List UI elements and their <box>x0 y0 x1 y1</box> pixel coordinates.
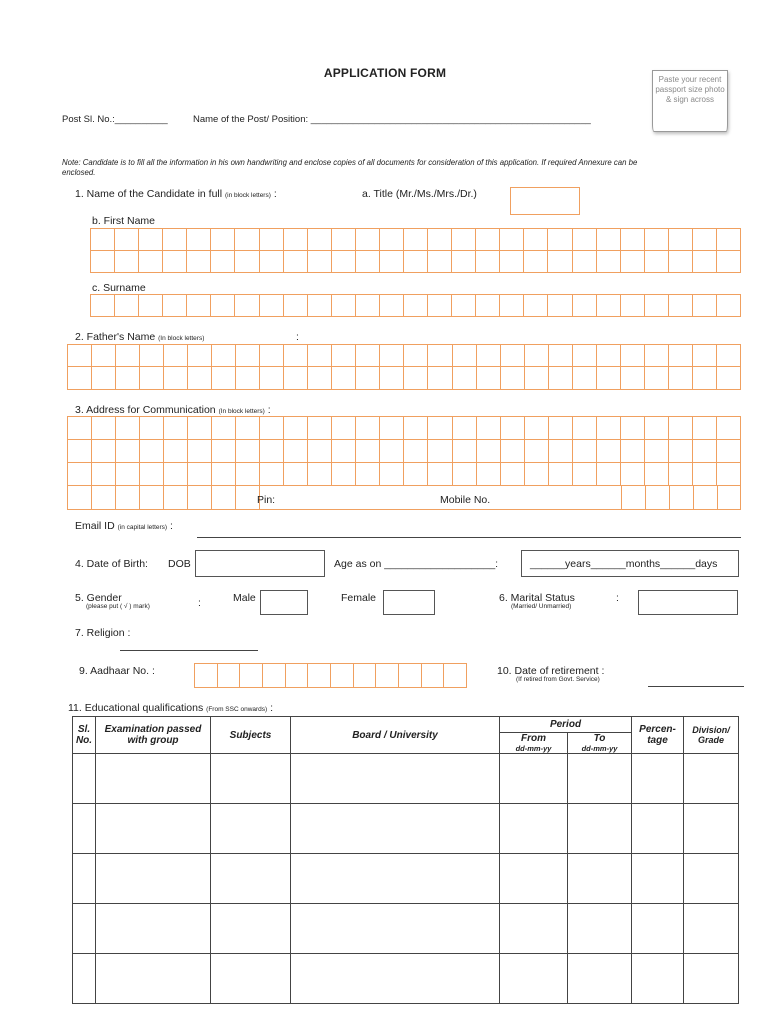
first-name-label: b. First Name <box>92 215 156 227</box>
title-input[interactable] <box>510 187 580 215</box>
form-title: APPLICATION FORM <box>323 66 447 80</box>
addr-div <box>139 485 140 510</box>
email-label <box>75 520 173 532</box>
q2-label <box>75 331 204 343</box>
addr-div <box>669 485 670 510</box>
gender-label: 5. Gender <box>75 592 122 604</box>
col-to-label: To <box>593 733 606 744</box>
q11-label-text: 11. Educational qualifications <box>68 702 204 714</box>
father-name-row-1[interactable] <box>67 344 741 367</box>
first-name-row-2[interactable] <box>90 250 741 273</box>
addr-div <box>163 485 164 510</box>
age-input[interactable] <box>521 550 739 577</box>
addr-div <box>621 485 622 510</box>
post-name-label: Name of the Post/ Position: _____________________________________________________ <box>193 114 591 125</box>
title-label: a. Title (Mr./Ms./Mrs./Dr.) <box>362 188 477 200</box>
education-table <box>72 716 739 1004</box>
marital-colon: : <box>616 592 619 604</box>
q2-label-text: 2. Father's Name <box>75 331 156 343</box>
table-row[interactable] <box>73 804 739 854</box>
photo-note: Paste your recent passport size photo & sign across <box>655 75 725 104</box>
religion-input-line[interactable] <box>120 650 258 651</box>
post-no-label: Post Sl. No.:__________ <box>62 114 168 125</box>
col-sl-no: Sl. No. <box>73 717 96 754</box>
pin-label: Pin: <box>257 494 276 506</box>
marital-hint: (Married/ Unmarried) <box>511 603 572 610</box>
address-grid[interactable] <box>67 416 741 510</box>
addr-div <box>235 485 236 510</box>
female-checkbox[interactable] <box>383 590 435 615</box>
email-input-line[interactable] <box>197 537 741 538</box>
religion-label: 7. Religion : <box>75 627 131 639</box>
age-ymd: ______years______months______days <box>530 558 718 570</box>
addr-div <box>211 485 212 510</box>
female-label: Female <box>341 592 377 604</box>
q2-colon: : <box>296 331 299 343</box>
retirement-hint: (If retired from Govt. Service) <box>516 676 600 683</box>
col-to <box>568 733 632 754</box>
addr-div <box>187 485 188 510</box>
q1-hint: (in block letters) <box>225 192 271 199</box>
q1-label-text: 1. Name of the Candidate in full <box>75 188 223 200</box>
marital-input[interactable] <box>638 590 738 615</box>
col-from <box>500 733 568 754</box>
mobile-label: Mobile No. <box>440 494 491 506</box>
q3-colon: : <box>267 404 271 416</box>
first-name-grid[interactable] <box>90 228 741 273</box>
aadhaar-grid[interactable] <box>194 663 467 688</box>
email-label-text: Email ID <box>75 520 115 532</box>
address-row-4[interactable] <box>67 485 741 510</box>
retirement-label: 10. Date of retirement : <box>497 665 605 677</box>
dob-label: 4. Date of Birth: <box>75 558 148 570</box>
col-examination: Examination passed with group <box>96 717 211 754</box>
surname-label: c. Surname <box>92 282 146 294</box>
addr-div <box>91 485 92 510</box>
col-to-format: dd-mm-yy <box>581 744 618 753</box>
photo-box[interactable] <box>652 70 728 132</box>
dob-short-label: DOB <box>168 558 191 570</box>
addr-div <box>717 485 718 510</box>
q11-colon: : <box>270 702 274 714</box>
gender-colon: : <box>198 597 201 609</box>
addr-div <box>693 485 694 510</box>
addr-div <box>645 485 646 510</box>
q1-label <box>75 188 277 200</box>
email-hint: (in capital letters) <box>117 524 168 531</box>
address-row-2[interactable] <box>67 439 741 463</box>
address-row-3[interactable] <box>67 462 741 486</box>
table-row[interactable] <box>73 854 739 904</box>
table-row[interactable] <box>73 904 739 954</box>
col-board: Board / University <box>291 717 500 754</box>
marital-label: 6. Marital Status <box>499 592 575 604</box>
q3-label <box>75 404 271 416</box>
instruction-note: Note: Candidate is to fill all the information in his own handwriting and enclose copies of all documents for consideration of this application. If required Annexure can be enclosed. <box>62 158 638 177</box>
retirement-input-line[interactable] <box>648 686 744 687</box>
age-label: Age as on ___________________: <box>334 558 499 570</box>
aadhaar-label: 9. Aadhaar No. : <box>79 665 155 677</box>
father-name-row-2[interactable] <box>67 366 741 390</box>
dob-input[interactable] <box>195 550 325 577</box>
q1-colon: : <box>273 188 277 200</box>
col-subjects: Subjects <box>211 717 291 754</box>
address-row-1[interactable] <box>67 416 741 440</box>
col-division: Division/ Grade <box>684 717 739 754</box>
male-checkbox[interactable] <box>260 590 308 615</box>
q11-label <box>68 702 273 714</box>
table-row[interactable] <box>73 754 739 804</box>
table-row[interactable] <box>73 954 739 1004</box>
male-label: Male <box>233 592 256 604</box>
father-name-grid[interactable] <box>67 344 741 390</box>
col-from-label: From <box>521 733 546 744</box>
q11-hint: (From SSC onwards) <box>206 706 268 713</box>
col-period: Period <box>500 717 632 733</box>
q3-hint: (In block letters) <box>218 408 265 415</box>
addr-div <box>115 485 116 510</box>
email-colon: : <box>170 520 173 532</box>
q3-label-text: 3. Address for Communication <box>75 404 216 416</box>
col-percentage: Percen- tage <box>632 717 684 754</box>
q2-hint: (In block letters) <box>158 335 205 342</box>
gender-hint: (please put ( √ ) mark) <box>86 603 150 610</box>
first-name-row-1[interactable] <box>90 228 741 251</box>
col-from-format: dd-mm-yy <box>515 744 552 753</box>
surname-grid[interactable] <box>90 294 741 317</box>
